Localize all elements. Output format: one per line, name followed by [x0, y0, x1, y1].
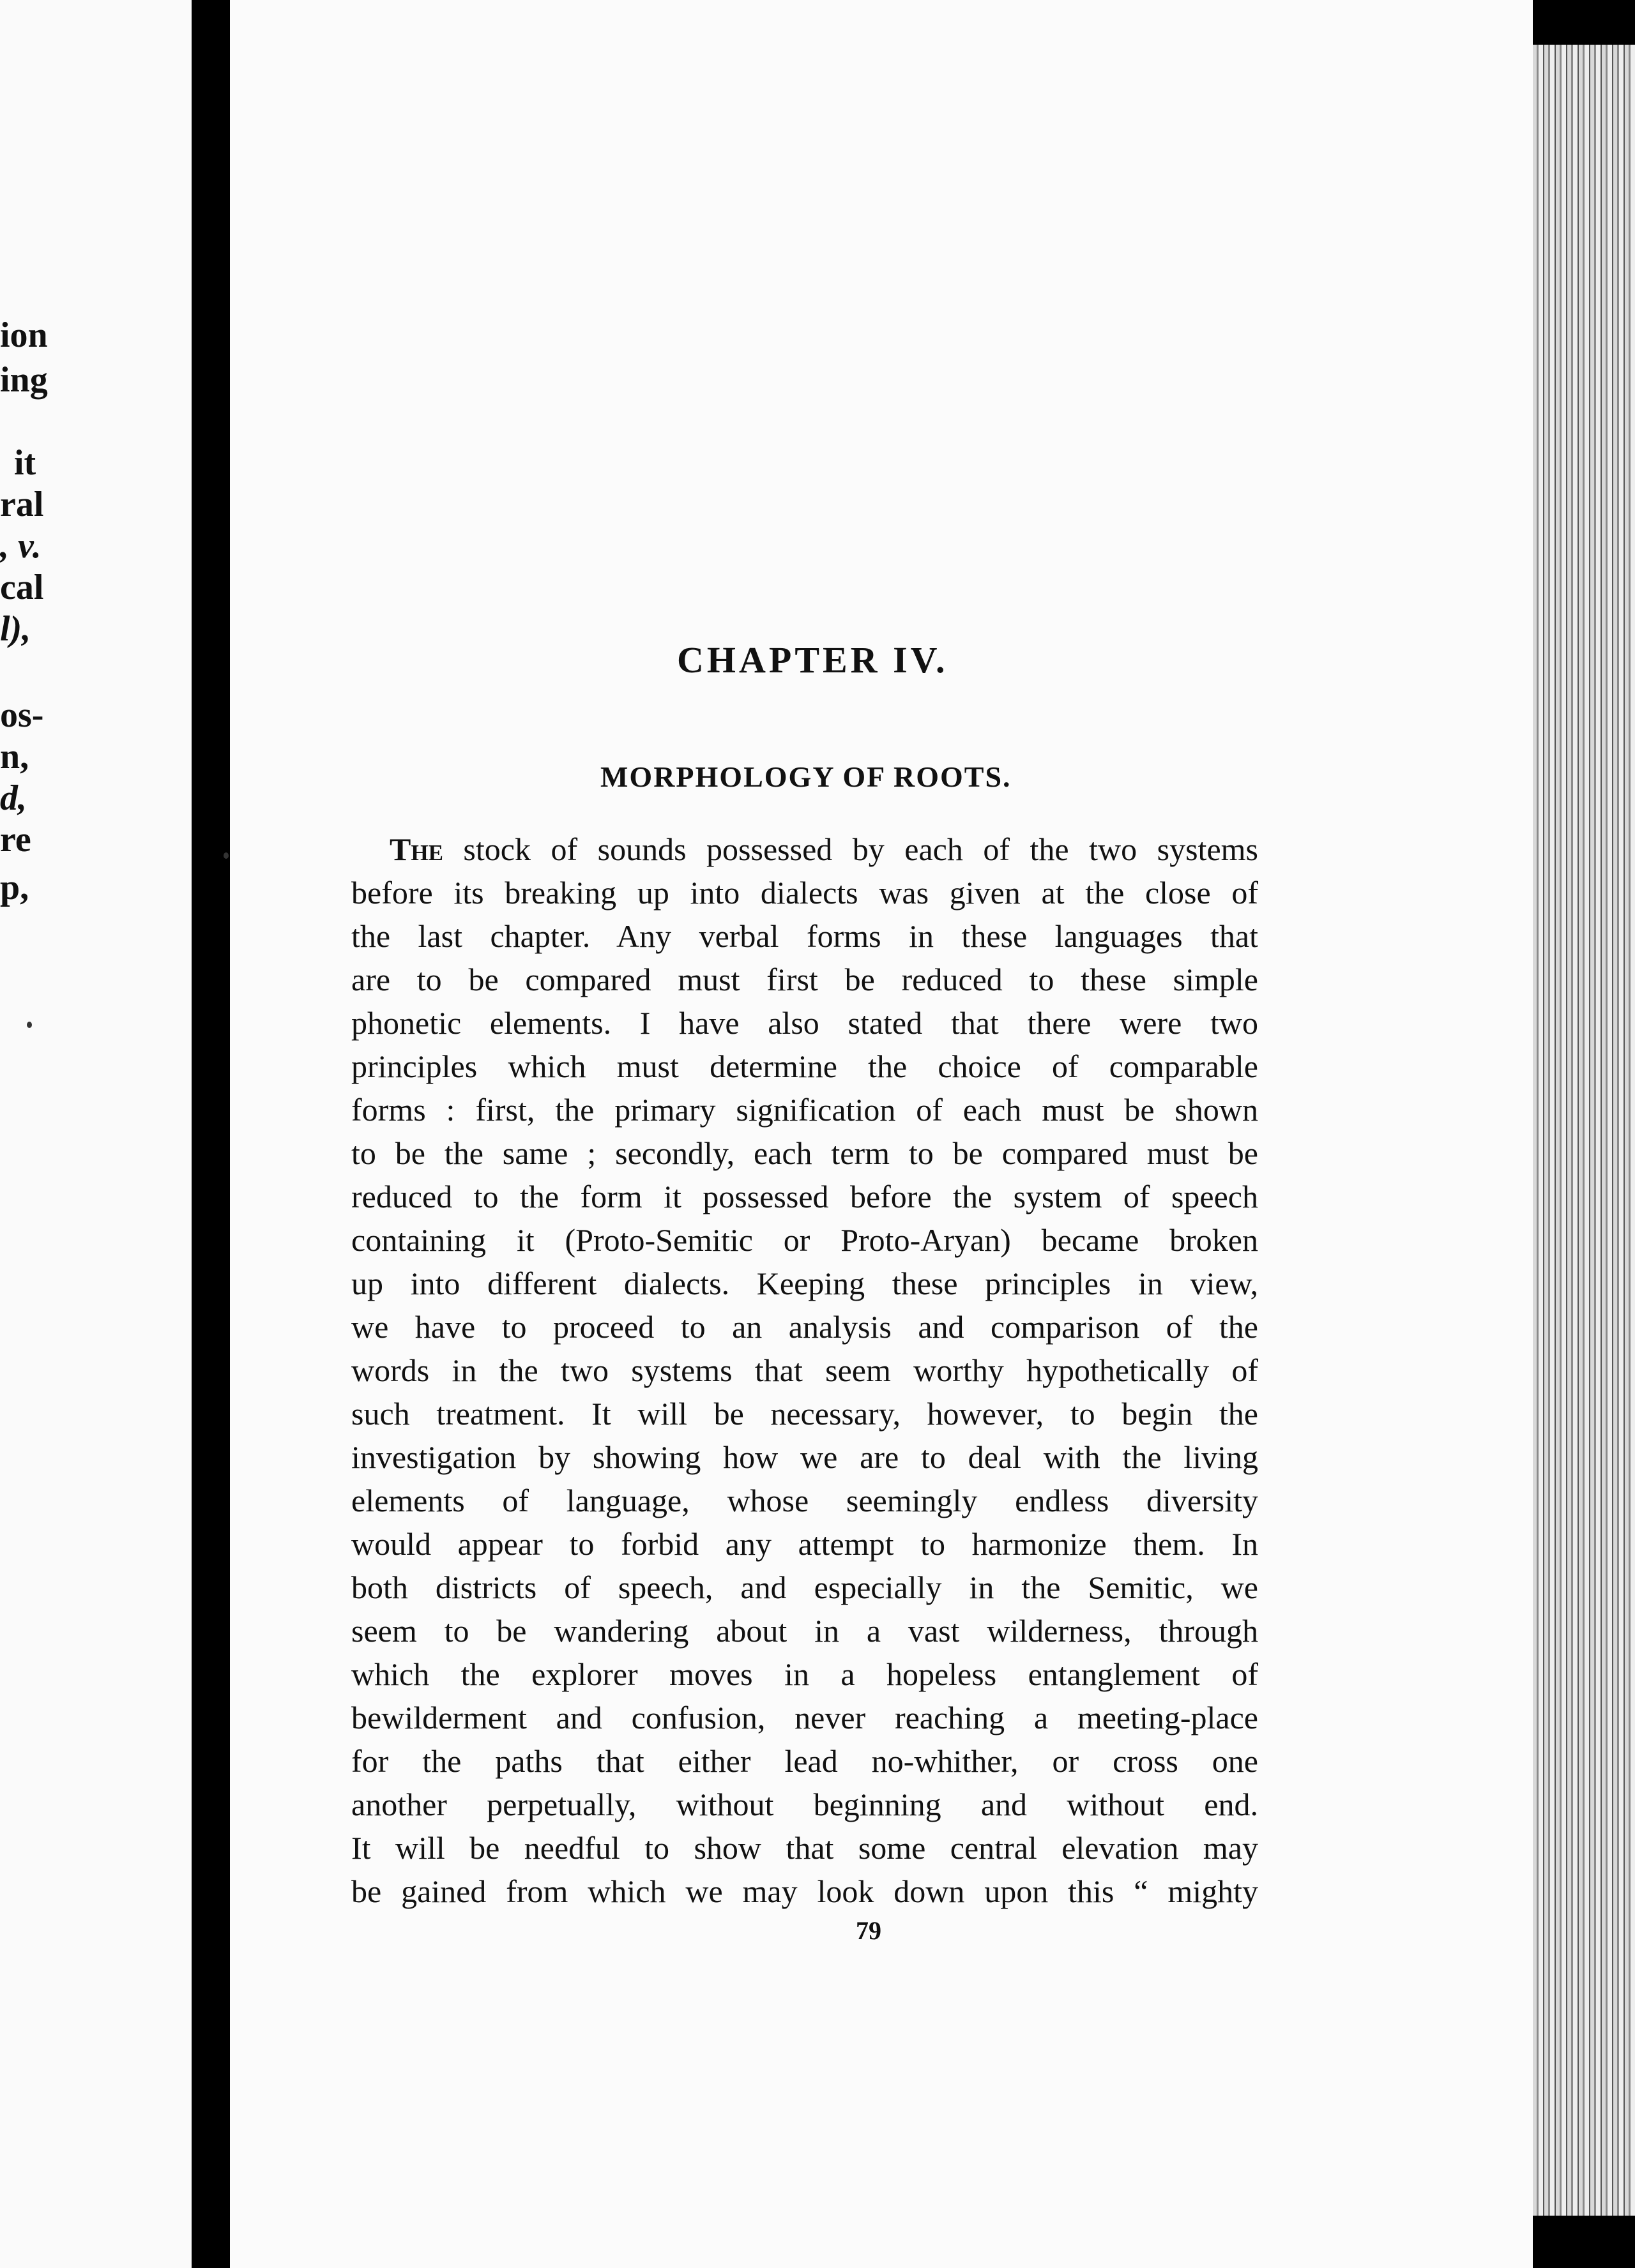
first-line-text: stock of sounds possessed by each of the two systems: [443, 831, 1258, 867]
left-page-fragment: ral: [0, 485, 44, 524]
lead-word: The: [390, 831, 443, 867]
body-line: for the paths that either lead no-whither, or cross one: [351, 1743, 1258, 1779]
left-page-fragment: p,: [0, 868, 29, 907]
body-line: bewilderment and confusion, never reaching a meeting-place: [351, 1700, 1258, 1735]
body-line: be gained from which we may look down upon this “ mighty: [351, 1873, 1258, 1909]
body-line: [351, 830, 1258, 868]
body-line: forms : first, the primary signification of each must be shown: [351, 1092, 1258, 1128]
body-line: phonetic elements. I have also stated that there were two: [351, 1005, 1258, 1041]
body-line: are to be compared must first be reduced to these simple: [351, 962, 1258, 997]
left-page-edge: [0, 0, 192, 2268]
scan-speck: [224, 852, 229, 859]
body-line: principles which must determine the choice of comparable: [351, 1048, 1258, 1084]
book-gutter: [192, 0, 230, 2268]
left-page-fragment: it: [14, 443, 36, 483]
body-line: reduced to the form it possessed before the system of speech: [351, 1179, 1258, 1214]
section-title: MORPHOLOGY OF ROOTS.: [600, 760, 1012, 793]
body-line: up into different dialects. Keeping these principles in view,: [351, 1266, 1258, 1301]
body-line: words in the two systems that seem worthy hypothetically of: [351, 1352, 1258, 1388]
body-line: elements of language, whose seemingly endless diversity: [351, 1483, 1258, 1518]
left-page-fragment: ion: [0, 315, 48, 355]
page-number: 79: [856, 1916, 881, 1945]
left-page-fragment: d,: [0, 778, 27, 818]
body-line: seem to be wandering about in a vast wilderness, through: [351, 1613, 1258, 1649]
body-line: would appear to forbid any attempt to harmonize them. In: [351, 1526, 1258, 1562]
left-page-fragment: ing: [0, 360, 48, 400]
left-page-fragment: re: [0, 820, 31, 859]
body-line: investigation by showing how we are to deal with the living: [351, 1439, 1258, 1475]
left-page-fragment: , v.: [0, 526, 42, 566]
body-line: we have to proceed to an analysis and comparison of the: [351, 1309, 1258, 1345]
left-page-fragment: cal: [0, 568, 44, 607]
body-line: to be the same ; secondly, each term to be compared must be: [351, 1135, 1258, 1171]
body-line: another perpetually, without beginning and without end.: [351, 1787, 1258, 1822]
chapter-title: CHAPTER IV.: [677, 639, 948, 681]
body-line: both districts of speech, and especially in the Semitic, we: [351, 1569, 1258, 1605]
left-page-fragment: l),: [0, 609, 31, 649]
body-line: which the explorer moves in a hopeless entanglement of: [351, 1656, 1258, 1692]
page-edges: [1533, 45, 1635, 2216]
body-line: such treatment. It will be necessary, however, to begin the: [351, 1396, 1258, 1432]
body-line: containing it (Proto-Semitic or Proto-Aryan) became broken: [351, 1222, 1258, 1258]
body-line: the last chapter. Any verbal forms in these languages that: [351, 918, 1258, 954]
left-page-fragment: n,: [0, 737, 29, 776]
left-page-fragment: os-: [0, 695, 44, 735]
scan-speck: [27, 1022, 32, 1028]
body-line: It will be needful to show that some central elevation may: [351, 1830, 1258, 1866]
body-line: before its breaking up into dialects was given at the close of: [351, 875, 1258, 911]
